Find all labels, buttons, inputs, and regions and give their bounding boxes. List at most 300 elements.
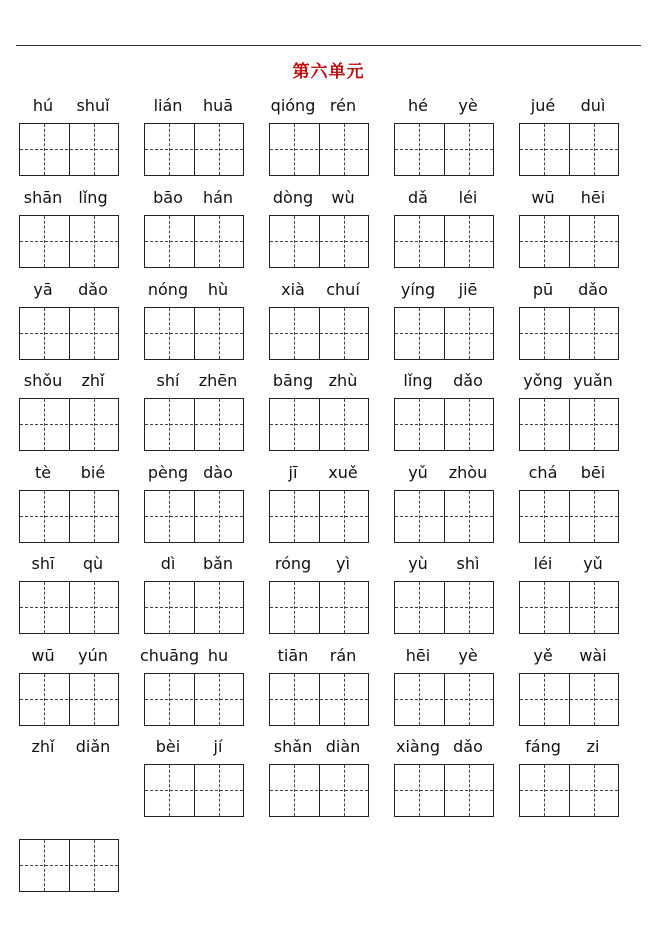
word-item xyxy=(269,646,369,670)
tian-grid-square[interactable] xyxy=(395,765,443,816)
writing-box[interactable] xyxy=(519,307,619,360)
writing-box[interactable] xyxy=(19,490,119,543)
pinyin-syllable: yǔ xyxy=(583,554,603,573)
grid-guide-horizontal xyxy=(395,241,443,242)
pinyin-syllable: nóng xyxy=(147,280,189,299)
tian-grid-square[interactable] xyxy=(20,840,68,891)
pinyin-syllable: dào xyxy=(203,463,233,482)
tian-grid-square[interactable] xyxy=(69,840,118,891)
grid-guide-horizontal xyxy=(395,699,443,700)
tian-grid-square[interactable] xyxy=(69,399,118,450)
grid-guide-horizontal xyxy=(70,865,118,866)
tian-grid-square[interactable] xyxy=(69,216,118,267)
pinyin-syllable: yā xyxy=(33,280,53,299)
grid-guide-horizontal xyxy=(395,790,443,791)
grid-guide-horizontal xyxy=(320,333,368,334)
word-item xyxy=(519,737,619,761)
pinyin-label xyxy=(19,554,119,578)
tian-grid-square[interactable] xyxy=(145,674,193,725)
pinyin-syllable: pèng xyxy=(147,463,189,482)
tian-grid-square[interactable] xyxy=(145,308,193,359)
tian-grid-square[interactable] xyxy=(69,674,118,725)
word-item xyxy=(19,554,119,578)
pinyin-label xyxy=(140,646,244,670)
writing-box[interactable] xyxy=(19,123,119,176)
pinyin-syllable: yuǎn xyxy=(573,371,613,390)
writing-box[interactable] xyxy=(519,215,619,268)
tian-grid-square[interactable] xyxy=(444,399,493,450)
grid-guide-horizontal xyxy=(20,607,68,608)
grid-guide-horizontal xyxy=(570,790,618,791)
grid-guide-horizontal xyxy=(70,333,118,334)
tian-grid-square[interactable] xyxy=(270,124,318,175)
writing-box[interactable] xyxy=(144,490,244,543)
writing-box[interactable] xyxy=(519,398,619,451)
pinyin-label xyxy=(19,371,119,395)
tian-grid-square[interactable] xyxy=(194,216,243,267)
pinyin-label xyxy=(394,463,494,487)
pinyin-syllable: yù xyxy=(408,554,428,573)
pinyin-label xyxy=(519,737,619,761)
pinyin-syllable: wù xyxy=(331,188,355,207)
pinyin-syllable: yì xyxy=(336,554,350,573)
grid-guide-horizontal xyxy=(570,516,618,517)
word-item xyxy=(519,96,619,120)
word-item xyxy=(144,554,244,578)
tian-grid-square[interactable] xyxy=(194,399,243,450)
tian-grid-square[interactable] xyxy=(395,491,443,542)
tian-grid-square[interactable] xyxy=(270,582,318,633)
tian-grid-square[interactable] xyxy=(520,674,568,725)
grid-guide-horizontal xyxy=(520,149,568,150)
word-item xyxy=(519,554,619,578)
word-item xyxy=(519,371,619,395)
tian-grid-square[interactable] xyxy=(20,399,68,450)
pinyin-syllable: dǎo xyxy=(78,280,108,299)
grid-guide-horizontal xyxy=(520,607,568,608)
tian-grid-square[interactable] xyxy=(270,765,318,816)
grid-guide-horizontal xyxy=(195,241,243,242)
tian-grid-square[interactable] xyxy=(319,308,368,359)
pinyin-syllable: yè xyxy=(458,96,478,115)
tian-grid-square[interactable] xyxy=(270,216,318,267)
word-item xyxy=(19,96,119,120)
grid-guide-horizontal xyxy=(70,607,118,608)
pinyin-syllable: tiān xyxy=(277,646,309,665)
grid-guide-horizontal xyxy=(70,424,118,425)
writing-box[interactable] xyxy=(269,764,369,817)
writing-box[interactable] xyxy=(269,581,369,634)
grid-guide-horizontal xyxy=(570,424,618,425)
pinyin-syllable: léi xyxy=(458,188,478,207)
grid-guide-horizontal xyxy=(445,516,493,517)
word-item xyxy=(144,280,244,304)
pinyin-syllable: dǎo xyxy=(453,737,483,756)
tian-grid-square[interactable] xyxy=(270,674,318,725)
grid-guide-horizontal xyxy=(570,607,618,608)
grid-guide-horizontal xyxy=(195,149,243,150)
pinyin-syllable: bāo xyxy=(153,188,183,207)
pinyin-syllable: dòng xyxy=(272,188,314,207)
pinyin-label xyxy=(394,371,494,395)
pinyin-syllable: hù xyxy=(207,280,229,299)
pinyin-syllable: shǎn xyxy=(273,737,313,756)
pinyin-syllable: lǐng xyxy=(78,188,108,207)
writing-box[interactable] xyxy=(394,581,494,634)
pinyin-syllable: bǎn xyxy=(202,554,234,573)
word-item xyxy=(269,737,369,761)
word-item xyxy=(519,463,619,487)
grid-guide-horizontal xyxy=(145,241,193,242)
grid-guide-horizontal xyxy=(520,241,568,242)
grid-guide-horizontal xyxy=(270,607,318,608)
tian-grid-square[interactable] xyxy=(319,674,368,725)
writing-box[interactable] xyxy=(519,490,619,543)
writing-box[interactable] xyxy=(144,307,244,360)
pinyin-syllable: shān xyxy=(23,188,63,207)
word-item xyxy=(394,554,494,578)
grid-guide-horizontal xyxy=(195,699,243,700)
grid-guide-horizontal xyxy=(520,790,568,791)
tian-grid-square[interactable] xyxy=(20,674,68,725)
pinyin-syllable: xuě xyxy=(328,463,358,482)
tian-grid-square[interactable] xyxy=(395,674,443,725)
tian-grid-square[interactable] xyxy=(194,765,243,816)
tian-grid-square[interactable] xyxy=(145,124,193,175)
word-item xyxy=(394,96,494,120)
tian-grid-square[interactable] xyxy=(569,216,618,267)
tian-grid-square[interactable] xyxy=(270,399,318,450)
pinyin-syllable: zhòu xyxy=(448,463,488,482)
tian-grid-square[interactable] xyxy=(194,491,243,542)
grid-guide-horizontal xyxy=(70,149,118,150)
writing-box[interactable] xyxy=(144,581,244,634)
word-item xyxy=(144,371,244,395)
grid-guide-horizontal xyxy=(195,607,243,608)
tian-grid-square[interactable] xyxy=(145,582,193,633)
tian-grid-square[interactable] xyxy=(395,582,443,633)
tian-grid-square[interactable] xyxy=(520,308,568,359)
tian-grid-square[interactable] xyxy=(194,124,243,175)
tian-grid-square[interactable] xyxy=(319,582,368,633)
word-item xyxy=(19,188,119,212)
grid-guide-horizontal xyxy=(20,149,68,150)
writing-box[interactable] xyxy=(269,215,369,268)
grid-guide-horizontal xyxy=(570,333,618,334)
word-item xyxy=(140,646,244,670)
tian-grid-square[interactable] xyxy=(569,491,618,542)
tian-grid-square[interactable] xyxy=(270,491,318,542)
grid-guide-horizontal xyxy=(20,865,68,866)
grid-guide-horizontal xyxy=(145,333,193,334)
grid-guide-horizontal xyxy=(145,149,193,150)
pinyin-label xyxy=(519,463,619,487)
pinyin-syllable: bēi xyxy=(580,463,606,482)
pinyin-label xyxy=(144,371,244,395)
tian-grid-square[interactable] xyxy=(520,491,568,542)
pinyin-label xyxy=(394,96,494,120)
pinyin-syllable: diàn xyxy=(325,737,361,756)
pinyin-label xyxy=(19,96,119,120)
grid-guide-horizontal xyxy=(195,424,243,425)
word-item xyxy=(19,280,119,304)
pinyin-syllable: hú xyxy=(32,96,54,115)
tian-grid-square[interactable] xyxy=(194,674,243,725)
tian-grid-square[interactable] xyxy=(20,124,68,175)
tian-grid-square[interactable] xyxy=(395,216,443,267)
tian-grid-square[interactable] xyxy=(395,308,443,359)
grid-guide-horizontal xyxy=(395,607,443,608)
tian-grid-square[interactable] xyxy=(520,399,568,450)
word-item xyxy=(19,371,119,395)
pinyin-syllable: fáng xyxy=(525,737,561,756)
pinyin-label xyxy=(269,554,369,578)
writing-box[interactable] xyxy=(394,764,494,817)
writing-box[interactable] xyxy=(144,673,244,726)
word-item xyxy=(394,737,494,761)
tian-grid-square[interactable] xyxy=(20,582,68,633)
pinyin-syllable: zhǐ xyxy=(31,737,55,756)
pinyin-syllable: yǔ xyxy=(408,463,428,482)
pinyin-label xyxy=(269,646,369,670)
grid-guide-horizontal xyxy=(20,516,68,517)
grid-guide-horizontal xyxy=(445,333,493,334)
word-item xyxy=(394,371,494,395)
pinyin-syllable: jī xyxy=(288,463,298,482)
writing-box[interactable] xyxy=(394,398,494,451)
word-item xyxy=(394,188,494,212)
tian-grid-square[interactable] xyxy=(319,216,368,267)
tian-grid-square[interactable] xyxy=(194,308,243,359)
pinyin-syllable: shì xyxy=(456,554,480,573)
pinyin-syllable: hán xyxy=(202,188,234,207)
writing-box[interactable] xyxy=(394,673,494,726)
pinyin-label xyxy=(144,554,244,578)
pinyin-label xyxy=(519,371,619,395)
word-item xyxy=(269,96,369,120)
grid-guide-horizontal xyxy=(395,149,443,150)
pinyin-label xyxy=(519,646,619,670)
grid-guide-horizontal xyxy=(195,790,243,791)
grid-guide-horizontal xyxy=(20,333,68,334)
pinyin-syllable: rán xyxy=(329,646,357,665)
word-item xyxy=(269,188,369,212)
pinyin-label xyxy=(144,188,244,212)
pinyin-label xyxy=(144,96,244,120)
tian-grid-square[interactable] xyxy=(444,582,493,633)
tian-grid-square[interactable] xyxy=(319,399,368,450)
grid-guide-horizontal xyxy=(145,699,193,700)
pinyin-label xyxy=(19,188,119,212)
tian-grid-square[interactable] xyxy=(569,399,618,450)
tian-grid-square[interactable] xyxy=(444,765,493,816)
pinyin-syllable: dǎo xyxy=(578,280,608,299)
pinyin-syllable: chuí xyxy=(326,280,360,299)
pinyin-syllable: shǒu xyxy=(23,371,63,390)
tian-grid-square[interactable] xyxy=(569,124,618,175)
writing-box[interactable] xyxy=(269,123,369,176)
grid-guide-horizontal xyxy=(520,333,568,334)
word-item xyxy=(269,371,369,395)
word-item xyxy=(394,280,494,304)
pinyin-syllable: diǎn xyxy=(75,737,111,756)
tian-grid-square[interactable] xyxy=(520,216,568,267)
tian-grid-square[interactable] xyxy=(20,308,68,359)
grid-guide-horizontal xyxy=(70,699,118,700)
pinyin-syllable: bèi xyxy=(155,737,181,756)
tian-grid-square[interactable] xyxy=(569,674,618,725)
grid-guide-horizontal xyxy=(570,699,618,700)
pinyin-syllable: zhēn xyxy=(198,371,238,390)
tian-grid-square[interactable] xyxy=(444,308,493,359)
tian-grid-square[interactable] xyxy=(395,124,443,175)
writing-box[interactable] xyxy=(394,215,494,268)
tian-grid-square[interactable] xyxy=(520,124,568,175)
pinyin-label xyxy=(19,463,119,487)
grid-guide-horizontal xyxy=(195,516,243,517)
pinyin-syllable: wū xyxy=(531,188,555,207)
writing-box[interactable] xyxy=(144,123,244,176)
grid-guide-horizontal xyxy=(270,699,318,700)
grid-guide-horizontal xyxy=(395,424,443,425)
pinyin-syllable: hé xyxy=(408,96,428,115)
writing-box[interactable] xyxy=(269,307,369,360)
writing-box[interactable] xyxy=(19,398,119,451)
grid-guide-horizontal xyxy=(320,516,368,517)
tian-grid-square[interactable] xyxy=(69,308,118,359)
pinyin-syllable: yǒng xyxy=(523,371,563,390)
grid-guide-horizontal xyxy=(270,516,318,517)
pinyin-label xyxy=(394,188,494,212)
tian-grid-square[interactable] xyxy=(520,582,568,633)
pinyin-syllable: jué xyxy=(530,96,556,115)
writing-box[interactable] xyxy=(144,398,244,451)
grid-guide-horizontal xyxy=(445,241,493,242)
writing-box[interactable] xyxy=(394,123,494,176)
grid-guide-horizontal xyxy=(395,333,443,334)
tian-grid-square[interactable] xyxy=(444,674,493,725)
top-rule xyxy=(16,45,641,46)
pinyin-label xyxy=(269,96,369,120)
grid-guide-horizontal xyxy=(270,241,318,242)
pinyin-syllable: yè xyxy=(458,646,478,665)
pinyin-syllable: dì xyxy=(160,554,176,573)
pinyin-label xyxy=(394,554,494,578)
tian-grid-square[interactable] xyxy=(569,582,618,633)
tian-grid-square[interactable] xyxy=(569,765,618,816)
pinyin-syllable: léi xyxy=(533,554,553,573)
tian-grid-square[interactable] xyxy=(444,124,493,175)
word-item xyxy=(19,737,119,761)
pinyin-syllable: jiē xyxy=(458,280,478,299)
grid-guide-horizontal xyxy=(145,516,193,517)
pinyin-syllable: chá xyxy=(528,463,558,482)
grid-guide-horizontal xyxy=(320,607,368,608)
writing-box[interactable] xyxy=(519,123,619,176)
pinyin-syllable: huā xyxy=(202,96,234,115)
writing-box[interactable] xyxy=(19,839,119,892)
writing-box[interactable] xyxy=(269,490,369,543)
writing-box[interactable] xyxy=(519,673,619,726)
writing-box[interactable] xyxy=(394,490,494,543)
grid-guide-horizontal xyxy=(570,241,618,242)
pinyin-label xyxy=(394,646,494,670)
pinyin-label xyxy=(269,737,369,761)
tian-grid-square[interactable] xyxy=(270,308,318,359)
writing-box[interactable] xyxy=(19,215,119,268)
grid-guide-horizontal xyxy=(520,699,568,700)
pinyin-syllable: hēi xyxy=(580,188,606,207)
tian-grid-square[interactable] xyxy=(69,491,118,542)
pinyin-label xyxy=(19,737,119,761)
tian-grid-square[interactable] xyxy=(69,124,118,175)
grid-guide-horizontal xyxy=(320,699,368,700)
tian-grid-square[interactable] xyxy=(395,399,443,450)
pinyin-syllable: rén xyxy=(329,96,357,115)
writing-box[interactable] xyxy=(144,215,244,268)
tian-grid-square[interactable] xyxy=(69,582,118,633)
grid-guide-horizontal xyxy=(570,149,618,150)
pinyin-label xyxy=(519,188,619,212)
tian-grid-square[interactable] xyxy=(20,491,68,542)
word-item xyxy=(269,554,369,578)
grid-guide-horizontal xyxy=(445,149,493,150)
writing-box[interactable] xyxy=(269,398,369,451)
grid-guide-horizontal xyxy=(445,699,493,700)
tian-grid-square[interactable] xyxy=(20,216,68,267)
pinyin-syllable: lián xyxy=(153,96,183,115)
writing-box[interactable] xyxy=(19,581,119,634)
pinyin-syllable: qióng xyxy=(270,96,316,115)
writing-box[interactable] xyxy=(144,764,244,817)
writing-box[interactable] xyxy=(19,307,119,360)
tian-grid-square[interactable] xyxy=(145,399,193,450)
grid-guide-horizontal xyxy=(520,424,568,425)
tian-grid-square[interactable] xyxy=(319,124,368,175)
word-item xyxy=(519,280,619,304)
writing-box[interactable] xyxy=(269,673,369,726)
word-item xyxy=(269,280,369,304)
tian-grid-square[interactable] xyxy=(319,491,368,542)
grid-guide-horizontal xyxy=(520,516,568,517)
tian-grid-square[interactable] xyxy=(520,765,568,816)
grid-guide-horizontal xyxy=(320,149,368,150)
page-title: 第六单元 xyxy=(292,62,365,82)
writing-box[interactable] xyxy=(394,307,494,360)
pinyin-label xyxy=(519,280,619,304)
tian-grid-square[interactable] xyxy=(194,582,243,633)
pinyin-syllable: yě xyxy=(533,646,553,665)
pinyin-syllable: lǐng xyxy=(403,371,433,390)
writing-box[interactable] xyxy=(19,673,119,726)
grid-guide-horizontal xyxy=(270,424,318,425)
writing-box[interactable] xyxy=(519,764,619,817)
pinyin-label xyxy=(19,280,119,304)
tian-grid-square[interactable] xyxy=(145,216,193,267)
tian-grid-square[interactable] xyxy=(569,308,618,359)
tian-grid-square[interactable] xyxy=(145,491,193,542)
tian-grid-square[interactable] xyxy=(444,216,493,267)
grid-guide-horizontal xyxy=(270,149,318,150)
tian-grid-square[interactable] xyxy=(319,765,368,816)
pinyin-syllable: pū xyxy=(532,280,554,299)
grid-guide-horizontal xyxy=(445,424,493,425)
pinyin-syllable: xià xyxy=(281,280,305,299)
tian-grid-square[interactable] xyxy=(145,765,193,816)
grid-guide-horizontal xyxy=(145,790,193,791)
tian-grid-square[interactable] xyxy=(444,491,493,542)
writing-box[interactable] xyxy=(519,581,619,634)
